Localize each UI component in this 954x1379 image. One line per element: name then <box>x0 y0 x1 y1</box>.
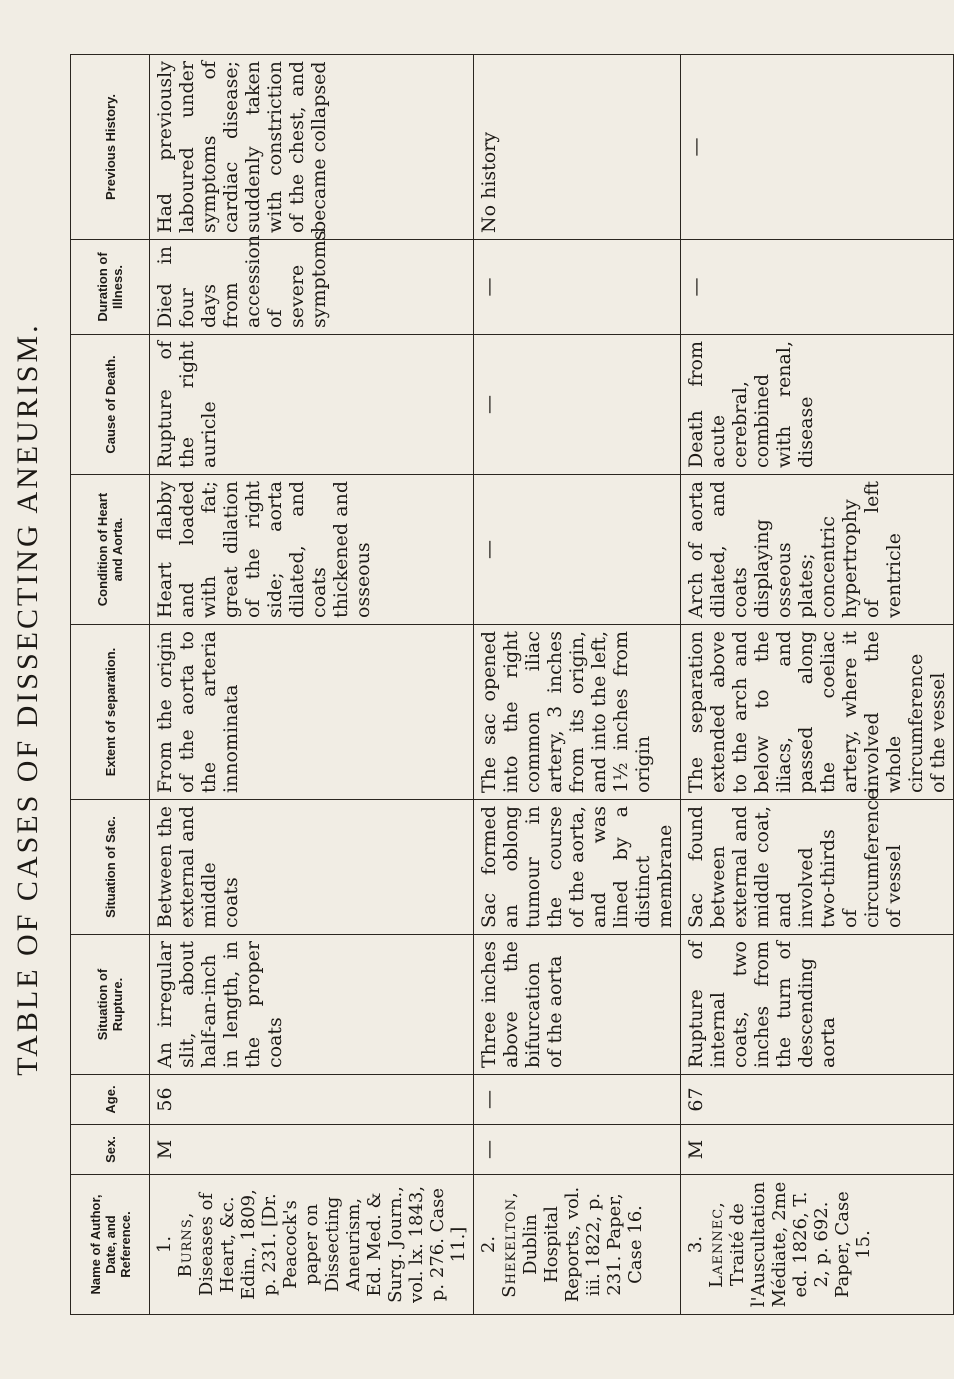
cell-condition: — <box>474 475 681 625</box>
cell-age: 56 <box>150 1075 474 1125</box>
author-name: Shekelton, <box>499 1191 520 1298</box>
cell-rupture: An irregular slit, about half-an-inch in length, in the proper coats <box>150 935 474 1075</box>
cell-extent: From the origin of the aorta to the arteria innominata <box>150 625 474 800</box>
header-sex: Sex. <box>71 1125 150 1175</box>
cases-table-wrapper <box>70 55 949 1315</box>
cell-history: No history <box>474 55 681 240</box>
header-sac: Situation of Sac. <box>71 800 150 935</box>
cell-sac: Between the external and middle coats <box>150 800 474 935</box>
case-number: 1. <box>154 1235 175 1254</box>
reference-text: Dublin Hospital Reports, vol. iii. 1822, p. 231. Paper, Case 16. <box>520 1186 646 1303</box>
cell-condition: Heart flabby and loaded with fat; great dilation of the right side; aorta dilated, and coats thickened and osseous <box>150 475 474 625</box>
header-extent: Extent of separation. <box>71 625 150 800</box>
header-duration: Duration of Illness. <box>71 240 150 335</box>
cell-age: 67 <box>681 1075 954 1125</box>
cell-cause: Rupture of the right auricle <box>150 335 474 475</box>
author-name: Laennec, <box>706 1201 727 1288</box>
cell-duration: Died in four days from accession of severe symptoms <box>150 240 474 335</box>
cell-age: — <box>474 1075 681 1125</box>
header-name: Name of Author, Date, and Reference. <box>71 1175 150 1315</box>
author-name: Burns, <box>175 1211 196 1278</box>
cell-history: Had previously laboured under symptoms of cardiac disease; suddenly taken with constriction of the chest, and became collapsed <box>150 55 474 240</box>
header-history: Previous History. <box>71 55 150 240</box>
cell-condition: Arch of aorta dilated, and coats displaying osseous plates; concentric hypertrophy of left ventricle <box>681 475 954 625</box>
cell-extent: The sac opened into the right common iliac artery, 3 inches from its origin, and into the left, 1½ inches from origin <box>474 625 681 800</box>
cell-sac: Sac found between external and middle coat, and involved two-thirds of circumference of vessel <box>681 800 954 935</box>
cell-reference <box>150 1175 474 1315</box>
cases-table <box>70 54 954 1315</box>
cell-history: — <box>681 55 954 240</box>
cell-rupture: Rupture of internal coats, two inches from the turn of descending aorta <box>681 935 954 1075</box>
table-row <box>150 55 474 1315</box>
cell-reference <box>474 1175 681 1315</box>
cell-sex: M <box>681 1125 954 1175</box>
cell-sac: Sac formed an oblong tumour in the course of the aorta, and was lined by a distinct membrane <box>474 800 681 935</box>
page-title: TABLE OF CASES OF DISSECTING ANEURISM. <box>11 322 44 1076</box>
header-age: Age. <box>71 1075 150 1125</box>
reference-text: Diseases of Heart, &c. Edin., 1809, p. 231. [Dr. Peacock's paper on Dissecting Aneurism, Ed. Med. & Surg. Journ., vol. lx. 1843, p. 276. Case 11.] <box>196 1185 469 1304</box>
cell-sex: — <box>474 1125 681 1175</box>
cell-extent: The separation extended above to the arch and below to the iliacs, and passed along the coeliac artery, where it involved the whole circumference of the vessel <box>681 625 954 800</box>
table-row <box>681 55 954 1315</box>
header-cause: Cause of Death. <box>71 335 150 475</box>
cell-cause: Death from acute cerebral, combined with renal, disease <box>681 335 954 475</box>
header-condition: Condition of Heart and Aorta. <box>71 475 150 625</box>
cell-cause: — <box>474 335 681 475</box>
cell-duration: — <box>474 240 681 335</box>
cell-rupture: Three inches above the bifurcation of the aorta <box>474 935 681 1075</box>
cell-duration: — <box>681 240 954 335</box>
cell-sex: M <box>150 1125 474 1175</box>
header-row <box>71 55 150 1315</box>
table-row <box>474 55 681 1315</box>
case-number: 3. <box>685 1235 706 1254</box>
cell-reference <box>681 1175 954 1315</box>
header-rupture: Situation of Rupture. <box>71 935 150 1075</box>
case-number: 2. <box>478 1235 499 1254</box>
reference-text: Traité de l'Auscultation Médiate, 2me ed. 1826, T. 2, p. 692. Paper, Case 15. <box>727 1181 874 1308</box>
